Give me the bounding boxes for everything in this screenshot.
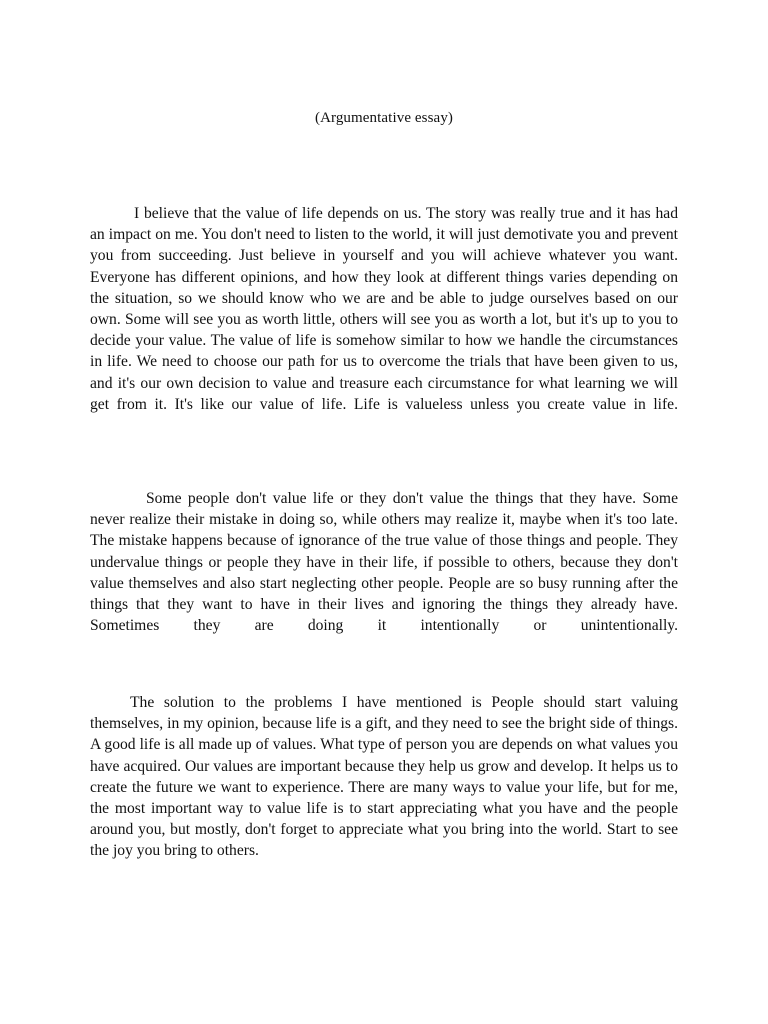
essay-subtitle: (Argumentative essay) (314, 110, 454, 126)
paragraph-1-text: I believe that the value of life depends on us. The story was really true and it has had an impact on me. You don't need to listen to the world, it will just demotivate you and prevent you from succeeding. Just believe in yourself and you will achieve whatever you want. Everyone has different opinions, and how they look at different things varies depending on the situation, so we should know who we are and be able to judge ourselves based on our own. Some will see you as worth little, others will see you as worth a lot, but it's up to you to decide your value. The value of life is somehow similar to how we handle the circumstances in life. We need to choose our path for us to overcome the trials that have been given to us, and it's our own decision to value and treasure each circumstance for what learning we will get from it. It's like our value of life. Life is valueless unless you create value in life. (90, 205, 678, 413)
essay-paragraph-3 (90, 692, 678, 862)
essay-paragraph-2 (90, 488, 678, 636)
paragraph-2-text: Some people don't value life or they don't value the things that they have. Some never realize their mistake in doing so, while others may realize it, maybe when it's too late. The mistake happens because of ignorance of the true value of those things and people. They undervalue things or people they have in their life, if possible to others, because they don't value themselves and also start neglecting other people. People are so busy running after the things that they want to have in their lives and ignoring the things they already have. Sometimes they are doing it intentionally or unintentionally. (90, 490, 678, 635)
essay-paragraph-1 (90, 203, 678, 415)
paragraph-3-text: The solution to the problems I have mentioned is People should start valuing themselves, in my opinion, because life is a gift, and they need to see the bright side of things. A good life is all made up of values. What type of person you are depends on what values you have acquired. Our values are important because they help us grow and develop. It helps us to create the future we want to experience. There are many ways to value your life, but for me, the most important way to value life is to start appreciating what you have and the people around you, but mostly, don't forget to appreciate what you bring into the world. Start to see the joy you bring to others. (90, 694, 678, 860)
